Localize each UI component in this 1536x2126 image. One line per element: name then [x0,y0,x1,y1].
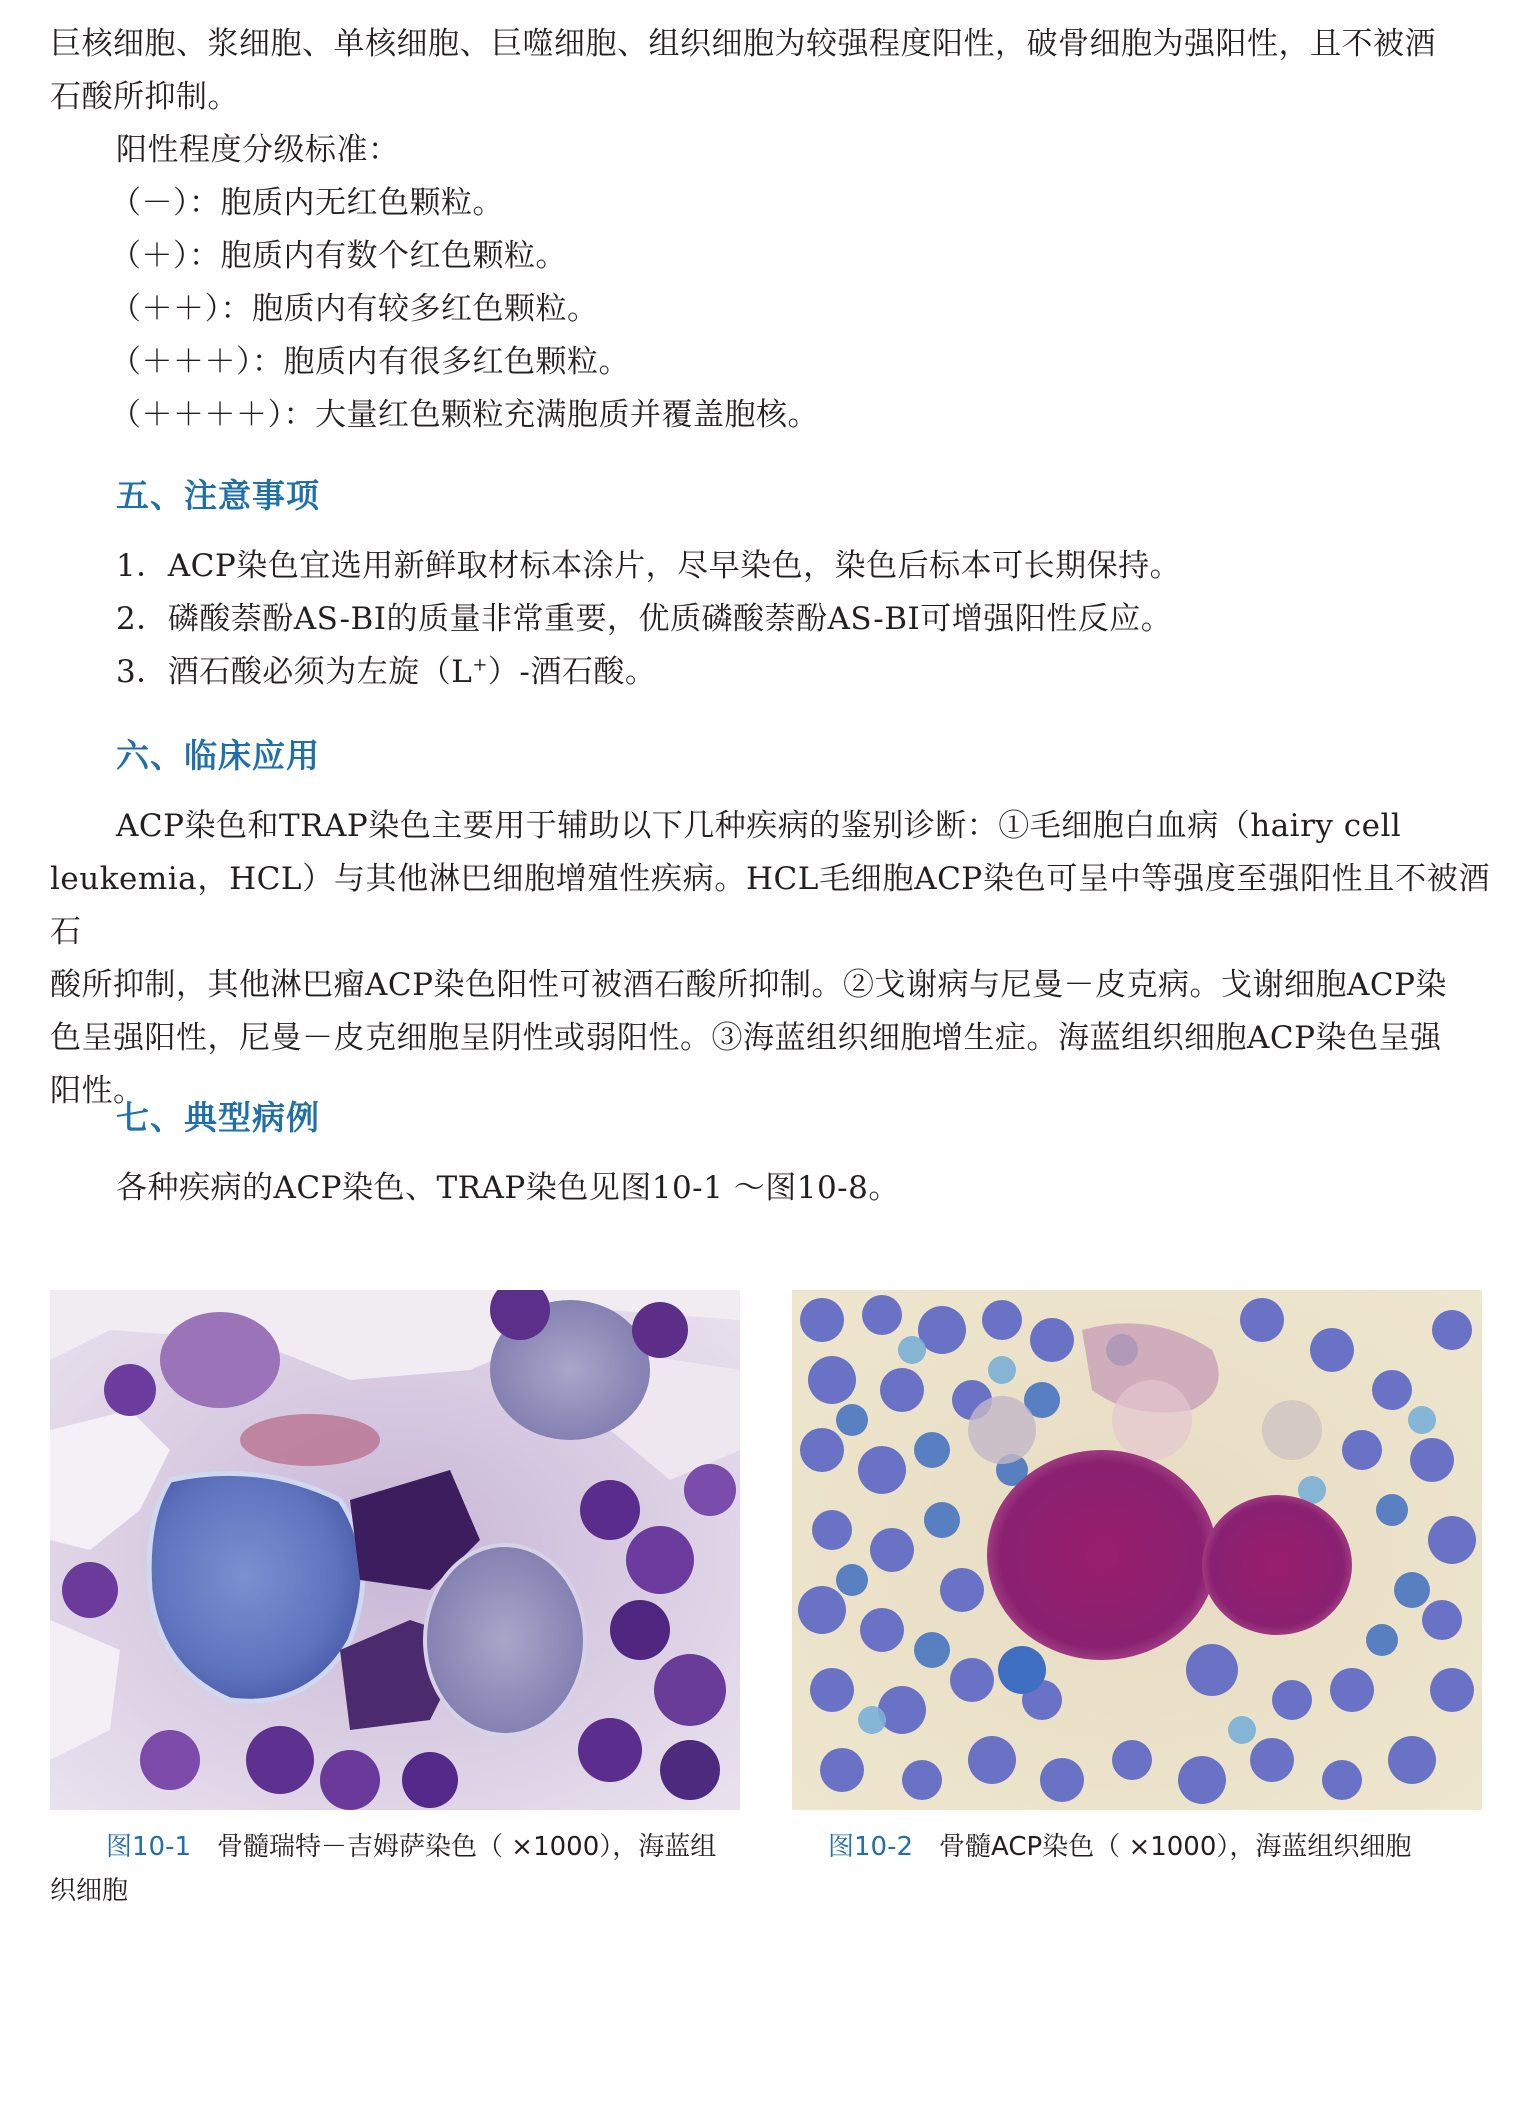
grade-plus-4: （＋＋＋＋）：大量红色颗粒充满胞质并覆盖胞核。 [110,397,819,433]
figure-10-1-caption-continued: 织细胞 [50,1876,129,1906]
section-5-heading: 五、注意事项 [116,476,320,515]
intro-block [50,18,1490,442]
figure-10-1-label: 图10-1 [106,1832,192,1862]
note-item-3-part-b: ）-酒石酸。 [487,654,657,690]
note-item-1: 1．ACP染色宜选用新鲜取材标本涂片，尽早染色，染色后标本可长期保持。 [116,548,1182,584]
clinical-line-4: 色呈强阳性，尼曼－皮克细胞呈阴性或弱阳性。③海蓝组织细胞增生症。海蓝组织细胞ACP染色呈强 [50,1020,1442,1056]
grade-negative: （－）：胞质内无红色颗粒。 [110,185,504,221]
note-item-2: 2．磷酸萘酚AS-BI的质量非常重要，优质磷酸萘酚AS-BI可增强阳性反应。 [116,601,1173,637]
figure-10-2-image [792,1290,1482,1810]
section-6-paragraph [50,800,1490,1118]
clinical-line-5: 阳性。 [50,1073,145,1109]
clinical-line-1: ACP染色和TRAP染色主要用于辅助以下几种疾病的鉴别诊断：①毛细胞白血病（hairy cell [116,808,1402,844]
section-7-paragraph [50,1162,1490,1215]
figure-10-2-caption [828,1825,1488,1869]
figure-10-1-image [50,1290,740,1810]
micrograph-acp-stain [792,1290,1482,1810]
figure-10-1-caption-text: 骨髓瑞特－吉姆萨染色（ ×1000），海蓝组 [217,1832,717,1862]
section-6-heading: 六、临床应用 [116,736,320,775]
note-item-3 [50,646,1490,699]
figure-10-2-label: 图10-2 [828,1832,914,1862]
clinical-line-3: 酸所抑制，其他淋巴瘤ACP染色阳性可被酒石酸所抑制。②戈谢病与尼曼－皮克病。戈谢细胞ACP染 [50,967,1447,1003]
note-item-3-superscript: + [472,654,488,676]
note-item-3-part-a: 3．酒石酸必须为左旋（L [116,654,473,690]
grade-plus-2: （＋＋）：胞质内有较多红色颗粒。 [110,291,599,327]
intro-line-2: 石酸所抑制。 [50,79,239,115]
grade-plus-1: （＋）：胞质内有数个红色颗粒。 [110,238,567,274]
micrograph-wright-giemsa [50,1290,740,1810]
section-5-list [50,540,1490,699]
section-7-heading: 七、典型病例 [116,1098,320,1137]
intro-line-1: 巨核细胞、浆细胞、单核细胞、巨噬细胞、组织细胞为较强程度阳性，破骨细胞为强阳性，且不被酒 [50,26,1436,62]
grade-plus-3: （＋＋＋）：胞质内有很多红色颗粒。 [110,344,630,380]
figure-10-2-caption-text: 骨髓ACP染色（ ×1000），海蓝组织细胞 [939,1832,1412,1862]
cases-reference: 各种疾病的ACP染色、TRAP染色见图10-1 ～图10-8。 [116,1170,900,1206]
figure-10-1-caption [106,1825,746,1869]
grading-title: 阳性程度分级标准： [116,132,400,168]
clinical-line-2: leukemia，HCL）与其他淋巴细胞增殖性疾病。HCL毛细胞ACP染色可呈中等强度至强阳性且不被酒石 [50,861,1490,950]
